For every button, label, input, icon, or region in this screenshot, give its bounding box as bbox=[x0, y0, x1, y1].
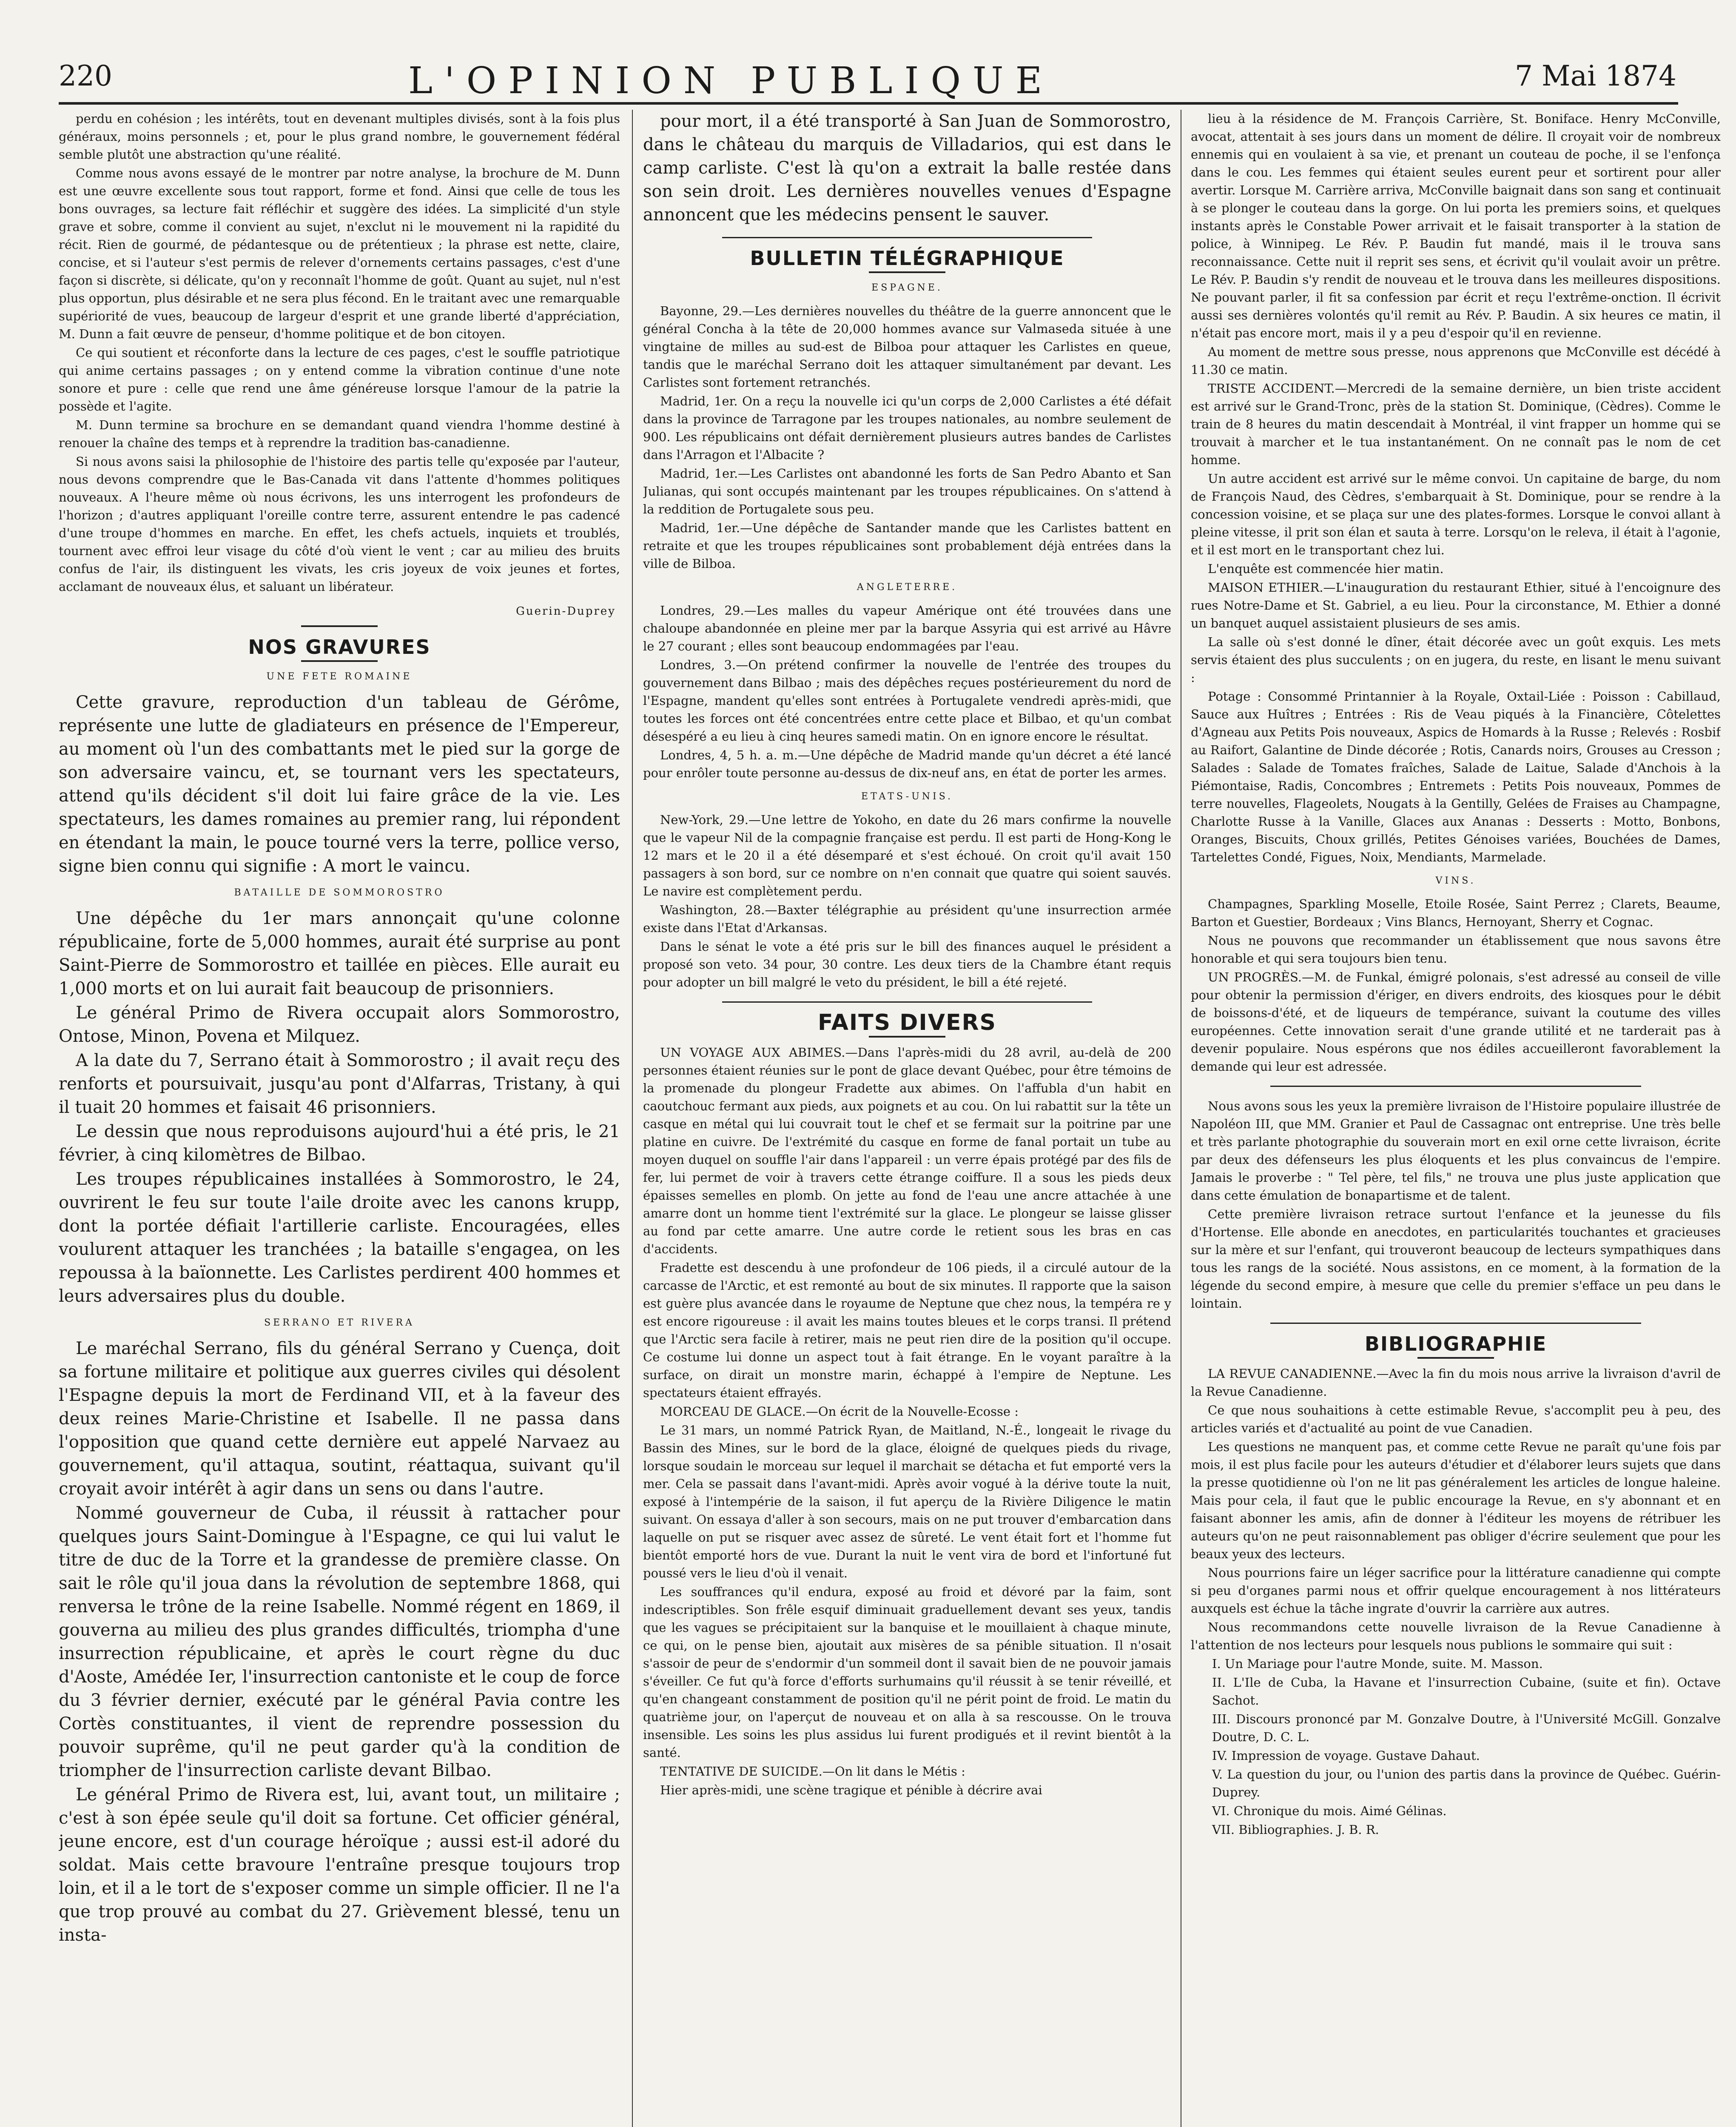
paragraph: Si nous avons saisi la philosophie de l'histoire des partis telle qu'exposée par l'auteur, nous devons comprendre que le Bas-Canada vit dans l'attente d'hommes politiques nouveaux. A l'heure même où nous écrivons, les uns interrogent les profondeurs de l'horizon ; d'autres appliquant l'oreille contre terre, assurent entendre le pas cadencé d'une troupe d'hommes en marche. En effet, les chefs actuels, inquiets et troublés, tournent avec effroi leur visage du côté d'où vient le vent ; car au milieu des bruits confus de l'air, ils distinguent les vivats, les cris joyeux de voix jeunes et fortes, acclamant de nouveaux élus, et saluant un libérateur. bbox=[59, 454, 620, 594]
paragraph: V. La question du jour, ou l'union des partis dans la province de Québec. Guérin-Duprey. bbox=[1212, 1767, 1721, 1799]
bataille-article bbox=[59, 907, 620, 1308]
paragraph: Ce qui soutient et réconforte dans la lecture de ces pages, c'est le souffle patriotique qui anime certains passages ; on y entend comme la vibration continue d'une note sonore et pure : celle que rend une âme généreuse lorsque l'amour de la patrie la possède et l'agite. bbox=[59, 345, 620, 413]
separator bbox=[1270, 1086, 1641, 1087]
paragraph: Un autre accident est arrivé sur le même convoi. Un capitaine de barge, du nom de François Naud, des Cèdres, s'embarquait à St. Dominique, pour se rendre à la concession voisine, et se plaça sur une des plates-formes. Lorsque le convoi allant à pleine vitesse, il prit son élan et sauta à terre. Lorsqu'on le releva, il était à l'agonie, et il est mort en le transportant chez lui. bbox=[1191, 471, 1721, 557]
news-items bbox=[1191, 895, 1721, 1075]
page-header bbox=[0, 0, 1736, 106]
bibliographie-article bbox=[1191, 1365, 1721, 1654]
paragraph: Cette première livraison retrace surtout l'enfance et la jeunesse du fils d'Hortense. Elle abonde en anecdotes, en particularités touchantes et gracieuses sur la mère et sur l'enfant, qui trouveront beaucoup de lecteurs sympathiques dans tous les rangs de la société. Nous assistons, en ce moment, à la formation de la légende du second empire, à mesure que celle du premier s'efface un peu dans le lointain. bbox=[1191, 1207, 1721, 1311]
paragraph: Nous avons sous les yeux la première livraison de l'Histoire populaire illustrée de Napoléon III, que MM. Granier et Paul de Cassagnac ont entreprise. Une très belle et très parlante photographie du souverain mort en exil orne cette livraison, écrite par deux des défenseurs les plus éloquents et les plus convaincus de l'empire. Jamais le proverbe : " Tel père, tel fils," ne trouva une plus juste application que dans cette émulation de bonapartisme et de talent. bbox=[1191, 1099, 1721, 1203]
separator bbox=[869, 1036, 945, 1038]
paragraph: Dans le sénat le vote a été pris sur le bill des finances auquel le président a proposé son veto. 34 pour, 30 contre. Les deux tiers de la Chambre étant requis pour adopter un bill malgré le veto du président, le bill a été rejeté. bbox=[643, 939, 1171, 989]
subsection-title: ETATS-UNIS. bbox=[861, 791, 953, 802]
table-of-contents bbox=[1191, 1655, 1721, 1839]
signature: Guerin-Duprey bbox=[516, 605, 616, 618]
paragraph: Une dépêche du 1er mars annonçait qu'une colonne républicaine, forte de 5,000 hommes, aurait été surprise au pont Saint-Pierre de Sommorostro et taillée en pièces. Elle aurait eu 1,000 morts et on lui aurait fait beaucoup de prisonniers. bbox=[59, 909, 620, 998]
header-rule bbox=[59, 102, 1678, 105]
paragraph: Champagnes, Sparkling Moselle, Etoile Rosée, Saint Perrez ; Clarets, Beaume, Barton et Guestier, Bordeaux ; Vins Blancs, Hernoyant, Sherry et Cognac. bbox=[1191, 897, 1721, 929]
subsection-title: UNE FETE ROMAINE bbox=[266, 671, 413, 682]
paragraph: Le général Primo de Rivera est, lui, avant tout, un militaire ; c'est à son épée seule qu'il doit sa fortune. Cet officier général, jeune encore, est d'un courage héroïque ; aussi est-il adoré du soldat. Mais cette bravoure l'entraîne presque toujours trop loin, et il a le tort de s'exposer comme un simple officier. Il ne l'a que trop prouvé au combat du 27. Grièvement blessé, tenu un insta- bbox=[59, 1785, 620, 1945]
column-1 bbox=[59, 110, 620, 2127]
issue-date: 7 Mai 1874 bbox=[1515, 60, 1676, 92]
paragraph: Nous pourrions faire un léger sacrifice pour la littérature canadienne qui compte si peu d'organes parmi nous et offrir quelque encouragement à nos littérateurs auxquels est échue la tâche ingrate d'ouvrir la carrière aux autres. bbox=[1191, 1565, 1721, 1616]
paragraph: Fradette est descendu à une profondeur de 106 pieds, il a circulé autour de la carcasse de l'Arctic, et est remonté au bout de six minutes. Il rapporte que la saison est guère plus avancée dans le royaume de Neptune que chez nous, la tempéra re y est encore rigoureuse : il avait les mains toutes bleues et le corps transi. Il prétend que l'Arctic sera facile à retirer, mais ne peut rien dire de la position qu'il occupe. Ce costume lui donne un aspect tout à fait étrange. En le voyant paraître à la surface, on dirait un monstre marin, échappé à l'empire de Neptune. Les spectateurs étaient effrayés. bbox=[643, 1260, 1171, 1400]
subsection-title: SERRANO ET RIVERA bbox=[264, 1317, 415, 1328]
napoleon-review bbox=[1191, 1097, 1721, 1312]
paragraph: Comme nous avons essayé de le montrer par notre analyse, la brochure de M. Dunn est une œuvre excellente sous tout rapport, forme et fond. Ainsi que celle de tous les bons ouvrages, sa lecture fait réfléchir et suggère des idées. La simplicité d'un style grave et sobre, comme il convient au sujet, n'exclut ni le mouvement ni la rapidité du récit. Rien de gourmé, de pédantesque ou de prétentieux ; la phrase est nette, claire, concise, et si l'auteur s'est permis de relever d'ornements certains passages, c'est d'une façon si discrète, si délicate, qu'on y reconnaît l'homme de goût. Quant au sujet, nul n'est plus opportun, plus désirable et ne sera plus fécond. En le traitant avec une remarquable supériorité de vues, beaucoup de largeur d'esprit et une grande liberté d'appréciation, M. Dunn a fait œuvre de penseur, d'homme politique et de bon citoyen. bbox=[59, 166, 620, 341]
paragraph: Nommé gouverneur de Cuba, il réussit à rattacher pour quelques jours Saint-Domingue à l'Espagne, ce qui lui valut le titre de duc de la Torre et la grandesse de première classe. On sait le rôle qu'il joua dans la révolution de septembre 1868, qui renversa le trône de la reine Isabelle. Nommé régent en 1869, il gouverna au milieu des plus grandes difficultés, triompha d'une insurrection républicaine, et après le court règne du duc d'Aoste, Amédée Ier, l'insurrection cantoniste et le coup de force du 3 février dernier, exécuté par le général Pavia contre les Cortès constituantes, il vient de reprendre possession du pouvoir suprême, qu'il ne peut garder qu'à la condition de triompher de l'insurrection carliste devant Bilbao. bbox=[59, 1503, 620, 1780]
separator bbox=[722, 1001, 1092, 1003]
paragraph: M. Dunn termine sa brochure en se demandant quand viendra l'homme destiné à renouer la chaîne des temps et à reprendre la tradition bas-canadienne. bbox=[59, 418, 620, 450]
journal-title: L'OPINION PUBLIQUE bbox=[408, 60, 1054, 102]
separator bbox=[1417, 1357, 1494, 1359]
paragraph: La salle où s'est donné le dîner, était décorée avec un goût exquis. Les mets servis étaient des plus succulents ; on en jugera, du reste, en lisant le menu suivant : bbox=[1191, 635, 1721, 685]
etats-unis-dispatches bbox=[643, 811, 1171, 991]
paragraph: IV. Impression de voyage. Gustave Dahaut. bbox=[1212, 1748, 1480, 1763]
paragraph: Le maréchal Serrano, fils du général Serrano y Cuença, doit sa fortune militaire et politique aux guerres civiles qui désolent l'Espagne depuis la mort de Ferdinand VII, et à la faveur des deux reines Marie-Christine et Isabelle. Il ne passa dans l'opposition que quand cette dernière eut appelé Narvaez au gouvernement, qu'il attaqua, soutint, réattaqua, suivant qu'il croyait avoir intérêt à agir dans un sens ou dans l'autre. bbox=[59, 1339, 620, 1499]
paragraph: VII. Bibliographies. J. B. R. bbox=[1212, 1822, 1379, 1837]
separator bbox=[1270, 1323, 1641, 1324]
paragraph: MORCEAU DE GLACE.—On écrit de la Nouvelle-Ecosse : bbox=[660, 1404, 1019, 1419]
fete-article bbox=[59, 691, 620, 878]
paragraph: Le 31 mars, un nommé Patrick Ryan, de Maitland, N.-É., longeait le rivage du Bassin des Mines, sur le bord de la glace, éloigné de quelques pieds du rivage, lorsque soudain le morceau sur lequel il marchait se détacha et fut emporté vers la mer. Cela se passait dans l'avant-midi. Après avoir vogué à la dérive toute la nuit, exposé à l'intempérie de la saison, il fut aperçu de la Rivière Diligence le matin suivant. On essaya d'aller à son secours, mais on ne put trouver d'embarcation dans laquelle on put se risquer avec assez de sûreté. Le vent était fort et l'homme fut bientôt emporté hors de vue. Durant la nuit le vent vira de bord et l'infortuné fut poussé vers le lieu d'où il venait. bbox=[643, 1423, 1171, 1580]
paragraph: Cette gravure, reproduction d'un tableau de Gérôme, représente une lutte de gladiateurs en présence de l'Empereur, au moment où l'un des combattants met le pied sur la gorge de son adversaire vaincu, et, se tournant vers les spectateurs, attend qu'ils décident s'il doit lui faire grâce de la vie. Les spectateurs, les dames romaines au premier rang, lui répondent en étendant la main, le pouce tourné vers la terre, pollice verso, signe bien connu qui signifie : A mort le vaincu. bbox=[59, 693, 620, 876]
paragraph: Nous ne pouvons que recommander un établissement que nous savons être honorable et qui sera toujours bien tenu. bbox=[1191, 933, 1721, 966]
paragraph: Washington, 28.—Baxter télégraphie au président qu'une insurrection armée existe dans l'Etat d'Arkansas. bbox=[643, 903, 1171, 935]
paragraph: Le dessin que nous reproduisons aujourd'hui a été pris, le 21 février, à cinq kilomètres de Bilbao. bbox=[59, 1122, 620, 1165]
angleterre-dispatches bbox=[643, 602, 1171, 782]
paragraph: Les questions ne manquent pas, et comme cette Revue ne paraît qu'une fois par mois, il est plus facile pour les auteurs d'étudier et d'élaborer leurs sujets que dans la presse quotidienne où l'on ne lit pas généralement les articles de longue haleine. Mais pour cela, il faut que le public encourage la Revue, en s'y abonnant et en faisant abonner les amis, afin de donner à l'éditeur les moyens de rétribuer les auteurs qu'on ne peut raisonnablement pas obliger d'écrire seulement que pour les beaux yeux des lecteurs. bbox=[1191, 1440, 1721, 1561]
paragraph: Les souffrances qu'il endura, exposé au froid et dévoré par la faim, sont indescriptibles. Son frêle esquif diminuait graduellement devant ses yeux, tandis que les vagues se précipitaient sur la banquise et le mouillaient à chaque minute, ce qui, on le pense bien, ajoutait aux misères de sa pénible situation. Il n'osait s'assoir de peur de s'endormir d'un sommeil dont il savait bien de ne pouvoir jamais s'éveiller. Ce fut qu'à force d'efforts surhumains qu'il réussit à se tenir réveillé, et qu'en changeant constamment de position qu'il ne périt point de froid. Le matin du quatrième jour, on l'aperçut de nouveau et on alla à sa rescousse. On le trouva insensible. Les soins les plus assidus lui furent prodigués et il revint bientôt à la santé. bbox=[643, 1585, 1171, 1760]
separator bbox=[869, 271, 945, 273]
paragraph: Hier après-midi, une scène tragique et pénible à décrire avai bbox=[660, 1783, 1042, 1797]
section-title-bulletin: BULLETIN TÉLÉGRAPHIQUE bbox=[750, 247, 1064, 270]
subsection-title: VINS. bbox=[1435, 875, 1476, 886]
paragraph: Les troupes républicaines installées à Sommorostro, le 24, ouvrirent le feu sur toute l'aile droite avec les canons krupp, dont la portée défiait l'artillerie carliste. Encouragées, elles voulurent attaquer les tranchées ; la bataille s'engagea, on les repoussa à la baïonnette. Les Carlistes perdirent 400 hommes et leurs adversaires plus du double. bbox=[59, 1169, 620, 1306]
paragraph: Londres, 29.—Les malles du vapeur Amérique ont été trouvées dans une chaloupe abandonnée en pleine mer par la barque Assyria qui est arrivé au Hâvre le 27 courant ; elles sont beaucoup endommagées par l'eau. bbox=[643, 603, 1171, 653]
subsection-title: ANGLETERRE. bbox=[857, 582, 958, 593]
paragraph: TRISTE ACCIDENT.—Mercredi de la semaine dernière, un bien triste accident est arrivé sur le Grand-Tronc, près de la station St. Dominique, (Cèdres). Comme le train de 8 heures du matin descendait à Montréal, il vint frapper un homme qui se trouvait à marcher et le tua instantanément. On ne connaît pas le nom de cet homme. bbox=[1191, 381, 1721, 467]
serrano-article bbox=[59, 1337, 620, 1947]
column-2 bbox=[643, 110, 1171, 2127]
subsection-title: BATAILLE DE SOMMOROSTRO bbox=[234, 887, 445, 898]
paragraph: Potage : Consommé Printannier à la Royale, Oxtail-Liée : Poisson : Cabillaud, Sauce aux Huîtres ; Entrées : Ris de Veau piqués à la Financière, Côtelettes d'Agneau aux Petits Pois nouveaux, Aspics de Homards à la Russe ; Relevés : Rosbif au Raifort, Galantine de Dinde décorée ; Rotis, Canards noirs, Grouses au Cresson ; Salades : Salade de Tomates fraîches, Salade de Laitue, Salade d'Anchois à la Piémontaise, Radis, Concombres ; Entremets : Petits Pois nouveaux, Pommes de terre nouvelles, Flageolets, Nougats à la Gentilly, Gelées de Fraises au Champagne, Charlotte Russe à la Vanille, Glaces aux Ananas : Desserts : Motto, Bonbons, Oranges, Biscuits, Choux grillés, Petites Génoises variées, Bouchées de Dames, Tartelettes Condé, Figues, Noix, Mendiants, Marmelade. bbox=[1191, 689, 1721, 864]
paragraph: LA REVUE CANADIENNE.—Avec la fin du mois nous arrive la livraison d'avril de la Revue Canadienne. bbox=[1191, 1366, 1721, 1399]
paragraph: Nous recommandons cette nouvelle livraison de la Revue Canadienne à l'attention de nos lecteurs pour lesquels nous publions le sommaire qui suit : bbox=[1191, 1620, 1721, 1652]
paragraph: Madrid, 1er.—Les Carlistes ont abandonné les forts de San Pedro Abanto et San Julianas, qui sont occupés maintenant par les troupes républicaines. On s'attend à la reddition de Portugalete sous peu. bbox=[643, 466, 1171, 516]
espagne-dispatches bbox=[643, 302, 1171, 573]
section-title-faits-divers: FAITS DIVERS bbox=[818, 1010, 996, 1035]
paragraph: lieu à la résidence de M. François Carrière, St. Boniface. Henry McConville, avocat, attentait à ses jours dans un moment de délire. Il croyait voir de nombreux ennemis qui en voulaient à sa vie, et prenant un couteau de poche, il se l'enfonça dans le cou. Les femmes qui étaient seules eurent peur et sortirent pour aller avertir. Lorsque M. Carrière arriva, McConville baignait dans son sang et continuait à se plonger le couteau dans la gorge. On lui porta les premiers soins, et quelques instants après le Constable Power arrivait et le faisait transporter à la station de police, à Winnipeg. Le Rév. P. Baudin fut mandé, mais il le trouva sans reconnaissance. Cette nuit il reprit ses sens, et écrivit qu'il voulait avoir un prêtre. Le Rév. P. Baudin s'y rendit de nouveau et le trouva dans les meilleures dispositions. Ne pouvant parler, il fit sa confession par écrit et reçu l'extrême-onction. Il écrivit aussi ses dernières volontés qu'il remit au Rév. P. Baudin. A six heures ce matin, il n'était pas encore mort, mais il y a peu d'espoir qu'il en revienne. bbox=[1191, 111, 1721, 340]
paragraph: New-York, 29.—Une lettre de Yokoho, en date du 26 mars confirme la nouvelle que le vapeur Nil de la compagnie française est perdu. Il est parti de Hong-Kong le 12 mars et le 20 il a été désemparé et s'est échoué. On croit qu'il avait 150 passagers à son bord, sur ce nombre on n'en connait que quatre qui soient sauvés. Le navire est complètement perdu. bbox=[643, 813, 1171, 898]
subsection-title: ESPAGNE. bbox=[871, 282, 943, 293]
section-title-gravures: NOS GRAVURES bbox=[248, 636, 431, 659]
paragraph: A la date du 7, Serrano était à Sommorostro ; il avait reçu des renforts et poursuivait, jusqu'au pont d'Alfarras, Tristany, à qui il tuait 20 hommes et faisait 46 prisonniers. bbox=[59, 1051, 620, 1117]
paragraph: UN PROGRÈS.—M. de Funkal, émigré polonais, s'est adressé au conseil de ville pour obtenir la permission d'ériger, en divers endroits, des kiosques pour le débit de boissons-d'été, et de liqueurs de tempérance, suivant la coutume des villes européennes. Cette innovation serait d'une grande utilité et ne tarderait pas à devenir populaire. Nous espérons que nos édiles accueilleront favorablement la demande qui leur est adressée. bbox=[1191, 970, 1721, 1074]
paragraph: Bayonne, 29.—Les dernières nouvelles du théâtre de la guerre annoncent que le général Concha à la tête de 20,000 hommes avance sur Valmaseda située à une vingtaine de milles au sud-est de Bilboa pour attaquer les Carlistes en queue, tandis que le maréchal Serrano doit les attaquer simultanément par devant. Les Carlistes sont fortement retranchés. bbox=[643, 304, 1171, 390]
intro-article bbox=[59, 110, 620, 596]
paragraph: Londres, 4, 5 h. a. m.—Une dépêche de Madrid mande qu'un décret a été lancé pour enrôler toute personne au-dessus de dix-neuf ans, en état de porter les armes. bbox=[643, 748, 1171, 780]
paragraph: MAISON ETHIER.—L'inauguration du restaurant Ethier, situé à l'encoignure des rues Notre-Dame et St. Gabriel, a eu lieu. Pour la circonstance, M. Ethier a donné un banquet auquel assistaient plusieurs de ses amis. bbox=[1191, 580, 1721, 630]
paragraph: Madrid, 1er. On a reçu la nouvelle ici qu'un corps de 2,000 Carlistes a été défait dans la province de Tarragone par les troupes nationales, au nombre seulement de 900. Les républicains ont défait dernièrement plusieurs autres bandes de Carlistes dans l'Arragon et l'Albacite ? bbox=[643, 394, 1171, 462]
separator bbox=[301, 625, 378, 627]
paragraph: Ce que nous souhaitions à cette estimable Revue, s'accomplit peu à peu, des articles variés et d'actualité au point de vue Canadien. bbox=[1191, 1403, 1721, 1435]
separator bbox=[301, 660, 378, 662]
paragraph: UN VOYAGE AUX ABIMES.—Dans l'après-midi du 28 avril, au-delà de 200 personnes étaient réunies sur le pont de glace devant Québec, pour être témoins de la promenade du plongeur Fradette aux abimes. On l'affubla d'un habit en caoutchouc fermant aux pieds, aux poignets et au cou. On lui rabattit sur la tête un casque en métal qui lui couvrait tout le chef et se fermait sur la poitrine par une platine en cuivre. De l'extrémité du casque en forme de fanal portait un tube au moyen duquel on souffle l'air dans l'appareil : un verre épais protégé par des fils de fer, lui permet de voir à travers cette étrange coiffure. Il a sous les pieds deux épaisses semelles en plomb. On jette au fond de l'eau une ancre attachée à une amarre dont un homme tient l'extrémité sur la glace. Le plongeur se laisse glisser au fond par cette amarre. Une autre corde le retient sous les bras en cas d'accidents. bbox=[643, 1045, 1171, 1256]
page-number: 220 bbox=[59, 60, 112, 92]
section-title-bibliographie: BIBLIOGRAPHIE bbox=[1364, 1332, 1547, 1355]
paragraph: II. L'Ile de Cuba, la Havane et l'insurrection Cubaine, (suite et fin). Octave Sachot. bbox=[1212, 1675, 1721, 1708]
paragraph: VI. Chronique du mois. Aimé Gélinas. bbox=[1212, 1804, 1447, 1818]
paragraph: Au moment de mettre sous presse, nous apprenons que McConville est décédé à 11.30 ce matin. bbox=[1191, 345, 1721, 377]
column-divider bbox=[632, 110, 633, 2127]
column-3 bbox=[1191, 110, 1721, 2127]
news-items bbox=[1191, 110, 1721, 866]
paragraph: Le général Primo de Rivera occupait alors Sommorostro, Ontose, Minon, Povena et Milquez. bbox=[59, 1003, 620, 1046]
separator bbox=[722, 237, 1092, 238]
paragraph: TENTATIVE DE SUICIDE.—On lit dans le Métis : bbox=[660, 1764, 965, 1779]
paragraph: pour mort, il a été transporté à San Juan de Sommorostro, dans le château du marquis de Villadarios, qui est dans le camp carliste. C'est là qu'on a extrait la balle restée dans son sein droit. Les dernières nouvelles venues d'Espagne annoncent que les médecins pensent le sauver. bbox=[643, 111, 1171, 225]
faits-divers-articles bbox=[643, 1044, 1171, 1799]
paragraph: Londres, 3.—On prétend confirmer la nouvelle de l'entrée des troupes du gouvernement dans Bilbao ; mais des dépêches reçues postérieurement du nord de l'Espagne, mandent qu'elles sont entrées à Portugalete vendredi après-midi, que toutes les forces ont été concentrées entre cette place et Bilbao, et qu'un combat désespéré a eu lieu à cinq heures samedi matin. On en ignore encore le résultat. bbox=[643, 658, 1171, 744]
paragraph: Madrid, 1er.—Une dépêche de Santander mande que les Carlistes battent en retraite et que les troupes républicaines sont probablement déjà entrées dans la ville de Bilboa. bbox=[643, 521, 1171, 571]
paragraph: III. Discours prononcé par M. Gonzalve Doutre, à l'Université McGill. Gonzalve Doutre, D. C. L. bbox=[1212, 1712, 1721, 1744]
paragraph: perdu en cohésion ; les intérêts, tout en devenant multiples divisés, sont à la fois plus généraux, moins personnels ; et, pour le plus grand nombre, le gouvernement fédéral semble plutôt une abstraction qu'une réalité. bbox=[59, 111, 620, 162]
paragraph: I. Un Mariage pour l'autre Monde, suite. M. Masson. bbox=[1212, 1657, 1543, 1671]
paragraph: L'enquête est commencée hier matin. bbox=[1208, 562, 1444, 576]
